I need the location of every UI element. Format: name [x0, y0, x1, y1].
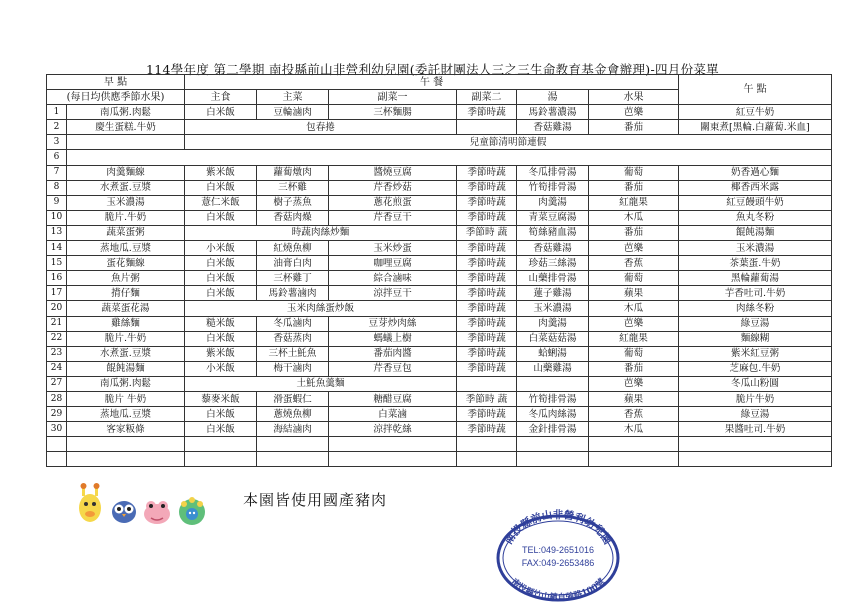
side1-cell: 醬燒豆腐 [329, 165, 457, 180]
snack-cell: 紅豆牛奶 [679, 105, 832, 120]
day-cell: 7 [47, 165, 67, 180]
menu-row [47, 180, 832, 195]
side1-cell: 芹香豆包 [329, 361, 457, 376]
breakfast-cell: 客家粄條 [67, 422, 185, 437]
soup-cell: 冬瓜肉絲湯 [517, 407, 589, 422]
soup-cell: 山藥排骨湯 [517, 271, 589, 286]
side2-cell: 季節時蔬 [457, 256, 517, 271]
stamp-fax: FAX:049-2653486 [521, 558, 595, 568]
side1-cell: 芹香炒菇 [329, 180, 457, 195]
soup-cell: 青菜豆腐湯 [517, 210, 589, 225]
side1-cell: 糖醋豆腐 [329, 391, 457, 406]
snack-cell: 冬瓜山粉圓 [679, 376, 832, 391]
side1-cell: 三杯麵腸 [329, 105, 457, 120]
soup-cell: 珍菇三絲湯 [517, 256, 589, 271]
breakfast-cell: 蒸地瓜.豆漿 [67, 407, 185, 422]
empty-cell [589, 437, 679, 452]
side2-cell: 季節時蔬 [457, 271, 517, 286]
side1-cell: 涼拌乾絲 [329, 422, 457, 437]
day-cell: 13 [47, 225, 67, 240]
snack-cell: 紫米紅豆粥 [679, 346, 832, 361]
side2-cell: 季節時蔬 [457, 301, 517, 316]
seasonal-fruit-note: (每日均供應季節水果) [47, 90, 185, 105]
soup-cell: 玉米濃湯 [517, 301, 589, 316]
breakfast-cell: 水煮蛋.豆漿 [67, 180, 185, 195]
main-cell: 白米飯 [185, 105, 257, 120]
soup-cell: 竹筍排骨湯 [517, 391, 589, 406]
soup-cell: 肉羹湯 [517, 195, 589, 210]
side2-cell: 季節時 蔬 [457, 225, 517, 240]
empty-cell [257, 452, 329, 467]
soup-cell: 金針排骨湯 [517, 422, 589, 437]
snack-cell: 茶葉蛋.牛奶 [679, 256, 832, 271]
main-cell: 紫米飯 [185, 346, 257, 361]
main-cell: 白米飯 [185, 210, 257, 225]
menu-row [47, 316, 832, 331]
soup-cell: 馬鈴薯濃湯 [517, 105, 589, 120]
fruit-cell: 番茄 [589, 120, 679, 135]
main-cell: 白米飯 [185, 407, 257, 422]
day-cell: 17 [47, 286, 67, 301]
side1-cell: 蔥花煎蛋 [329, 195, 457, 210]
snack-cell: 黑輪蘿蔔湯 [679, 271, 832, 286]
side2-cell: 季節時蔬 [457, 346, 517, 361]
day-cell: 29 [47, 407, 67, 422]
empty-cell [47, 452, 67, 467]
snack-cell: 魚丸冬粉 [679, 210, 832, 225]
merged-lunch-cell: 包春捲 [185, 120, 457, 135]
main-dish-cell: 蘿蔔燉肉 [257, 165, 329, 180]
day-cell: 22 [47, 331, 67, 346]
breakfast-cell: 雞絲麵 [67, 316, 185, 331]
main-cell: 薏仁米飯 [185, 195, 257, 210]
snack-cell: 芋香吐司.牛奶 [679, 286, 832, 301]
main-dish-cell: 滑蛋蝦仁 [257, 391, 329, 406]
fruit-cell: 蘋果 [589, 391, 679, 406]
snack-cell: 餛飩湯麵 [679, 225, 832, 240]
main-dish-cell: 馬鈴薯滷肉 [257, 286, 329, 301]
soup-cell: 冬瓜排骨湯 [517, 165, 589, 180]
empty-cell [679, 437, 832, 452]
empty-row [47, 452, 832, 467]
main-cell: 白米飯 [185, 286, 257, 301]
side2-cell [457, 376, 517, 391]
side2-cell: 季節時蔬 [457, 422, 517, 437]
menu-row [47, 256, 832, 271]
side1-cell: 涼拌豆干 [329, 286, 457, 301]
day-cell: 16 [47, 271, 67, 286]
fruit-cell: 芭樂 [589, 241, 679, 256]
main-cell: 小米飯 [185, 361, 257, 376]
soup-cell: 蓮子雞湯 [517, 286, 589, 301]
breakfast-cell: 慶生蛋糕.牛奶 [67, 120, 185, 135]
fruit-cell: 芭樂 [589, 316, 679, 331]
side2-cell: 季節時蔬 [457, 331, 517, 346]
side2-header: 副菜二 [457, 90, 517, 105]
breakfast-cell: 餛飩湯麵 [67, 361, 185, 376]
snack-cell: 玉米濃湯 [679, 241, 832, 256]
day-cell: 14 [47, 241, 67, 256]
main-dish-cell: 三杯雞 [257, 180, 329, 195]
fruit-cell: 葡萄 [589, 346, 679, 361]
main-dish-cell: 香菇肉燥 [257, 210, 329, 225]
side2-cell: 季節時蔬 [457, 105, 517, 120]
main-cell: 小米飯 [185, 241, 257, 256]
fruit-cell: 芭樂 [589, 376, 679, 391]
snack-cell: 綠豆湯 [679, 407, 832, 422]
stamp-name: 南投縣前山非營利幼兒園 [502, 509, 614, 547]
side1-cell: 咖哩豆腐 [329, 256, 457, 271]
empty-cell [457, 452, 517, 467]
soup-cell: 香菇雞湯 [517, 120, 589, 135]
main-cell: 白米飯 [185, 271, 257, 286]
merged-lunch-cell: 土魠魚羹麵 [185, 376, 457, 391]
snack-cell: 芝麻包.牛奶 [679, 361, 832, 376]
breakfast-cell: 蛋花麵線 [67, 256, 185, 271]
day-cell: 20 [47, 301, 67, 316]
animal-decoration [72, 478, 212, 528]
side2-cell: 季節時蔬 [457, 180, 517, 195]
breakfast-cell: 南瓜粥.肉鬆 [67, 376, 185, 391]
menu-row [47, 120, 832, 135]
empty-cell [589, 452, 679, 467]
main-dish-cell: 樹子蒸魚 [257, 195, 329, 210]
main-cell: 白米飯 [185, 422, 257, 437]
holiday-label: 兒童節清明節連假 [185, 135, 832, 150]
menu-row [47, 346, 832, 361]
fruit-cell: 芭樂 [589, 105, 679, 120]
breakfast-cell: 肉羹麵線 [67, 165, 185, 180]
main-header: 主食 [185, 90, 257, 105]
fruit-cell: 葡萄 [589, 271, 679, 286]
soup-cell: 白菜菇菇湯 [517, 331, 589, 346]
day-cell: 1 [47, 105, 67, 120]
side1-cell: 白菜滷 [329, 407, 457, 422]
breakfast-cell: 水煮蛋.豆漿 [67, 346, 185, 361]
snack-cell: 奶香過心麵 [679, 165, 832, 180]
header-row-1 [47, 75, 832, 90]
main-cell: 白米飯 [185, 180, 257, 195]
fruit-cell: 木瓜 [589, 301, 679, 316]
stamp-tel: TEL:049-2651016 [521, 545, 595, 555]
soup-cell: 肉羹湯 [517, 316, 589, 331]
menu-row [47, 271, 832, 286]
fruit-header: 水果 [589, 90, 679, 105]
empty-cell [517, 452, 589, 467]
fruit-cell: 香蕉 [589, 407, 679, 422]
stamp-address: 南投縣竹山鎮自強路100號 [509, 577, 607, 602]
main-cell: 白米飯 [185, 256, 257, 271]
main-cell: 紫米飯 [185, 165, 257, 180]
day-cell: 9 [47, 195, 67, 210]
day-cell: 15 [47, 256, 67, 271]
snack-cell: 麵線糊 [679, 331, 832, 346]
breakfast-cell: 脆片 牛奶 [67, 391, 185, 406]
fruit-cell: 紅龍果 [589, 195, 679, 210]
menu-row [47, 105, 832, 120]
empty-cell [185, 437, 257, 452]
main-dish-cell: 豆輪滷肉 [257, 105, 329, 120]
kindergarten-stamp [494, 508, 622, 602]
empty-cell [47, 437, 67, 452]
day-cell: 2 [47, 120, 67, 135]
main-dish-cell: 梅干滷肉 [257, 361, 329, 376]
side1-cell: 豆芽炒肉絲 [329, 316, 457, 331]
svg-text:南投縣竹山鎮自強路100號 [509, 576, 607, 602]
side1-cell: 綜合滷味 [329, 271, 457, 286]
breakfast-header: 早 點 [47, 75, 185, 90]
menu-row [47, 361, 832, 376]
main-dish-header: 主菜 [257, 90, 329, 105]
day-cell: 24 [47, 361, 67, 376]
menu-row [47, 150, 832, 165]
menu-row [47, 195, 832, 210]
side2-cell: 季節時蔬 [457, 210, 517, 225]
merged-lunch-cell: 時蔬肉絲炒麵 [185, 225, 457, 240]
fruit-cell: 木瓜 [589, 422, 679, 437]
breakfast-cell: 揹仔麵 [67, 286, 185, 301]
giraffe-icon [79, 483, 101, 522]
side2-cell: 季節時蔬 [457, 195, 517, 210]
menu-row [47, 376, 832, 391]
menu-row [47, 407, 832, 422]
main-dish-cell: 紅燒魚柳 [257, 241, 329, 256]
breakfast-cell [67, 135, 185, 150]
main-cell: 藜麥米飯 [185, 391, 257, 406]
empty-cell [67, 452, 185, 467]
fruit-cell: 蘋果 [589, 286, 679, 301]
svg-text:南投縣前山非營利幼兒園 [502, 508, 615, 547]
day-cell: 6 [47, 150, 67, 165]
day-cell: 27 [47, 376, 67, 391]
menu-row [47, 286, 832, 301]
main-dish-cell: 香菇蒸肉 [257, 331, 329, 346]
main-cell: 糙米飯 [185, 316, 257, 331]
empty-cell [457, 437, 517, 452]
breakfast-cell: 南瓜粥.肉鬆 [67, 105, 185, 120]
day-cell: 23 [47, 346, 67, 361]
menu-row [47, 165, 832, 180]
main-dish-cell: 海結滷肉 [257, 422, 329, 437]
merged-lunch-cell: 玉米肉絲蛋炒飯 [185, 301, 457, 316]
menu-title: 114學年度 第二學期 南投縣前山非營利幼兒園(委託財團法人三之三生命教育基金會辦理)-四月份菜單 [146, 62, 719, 77]
fruit-cell: 番茄 [589, 361, 679, 376]
day-cell: 21 [47, 316, 67, 331]
breakfast-cell: 蔬菜蛋花湯 [67, 301, 185, 316]
side2-cell: 季節時蔬 [457, 165, 517, 180]
empty-cell [679, 452, 832, 467]
side1-cell: 番茄肉醬 [329, 346, 457, 361]
snack-cell: 肉絲冬粉 [679, 301, 832, 316]
menu-row [47, 241, 832, 256]
holiday-blank [67, 150, 832, 165]
soup-cell: 香菇雞湯 [517, 241, 589, 256]
menu-row [47, 135, 832, 150]
menu-row [47, 301, 832, 316]
side2-cell [457, 120, 517, 135]
breakfast-cell: 蒸地瓜.豆漿 [67, 241, 185, 256]
snack-cell: 脆片牛奶 [679, 391, 832, 406]
empty-cell [67, 437, 185, 452]
soup-cell: 蛤蜊湯 [517, 346, 589, 361]
side2-cell: 季節時蔬 [457, 286, 517, 301]
snack-header: 午 點 [679, 75, 832, 105]
menu-row [47, 391, 832, 406]
main-dish-cell: 冬瓜滷肉 [257, 316, 329, 331]
soup-cell: 竹筍排骨湯 [517, 180, 589, 195]
empty-cell [329, 437, 457, 452]
lunch-header: 午 餐 [185, 75, 679, 90]
side1-cell: 玉米炒蛋 [329, 241, 457, 256]
snack-cell: 綠豆湯 [679, 316, 832, 331]
empty-row [47, 437, 832, 452]
pork-origin-note: 本園皆使用國產豬肉 [243, 491, 388, 509]
empty-cell [257, 437, 329, 452]
main-dish-cell: 三杯土魠魚 [257, 346, 329, 361]
fruit-cell: 番茄 [589, 225, 679, 240]
fruit-cell: 香蕉 [589, 256, 679, 271]
day-cell: 30 [47, 422, 67, 437]
side1-header: 副菜一 [329, 90, 457, 105]
main-cell: 白米飯 [185, 331, 257, 346]
main-dish-cell: 油膏白肉 [257, 256, 329, 271]
day-cell: 8 [47, 180, 67, 195]
menu-row [47, 331, 832, 346]
breakfast-cell: 脆片.牛奶 [67, 210, 185, 225]
side2-cell: 季節時蔬 [457, 407, 517, 422]
breakfast-cell: 玉米濃湯 [67, 195, 185, 210]
day-cell: 10 [47, 210, 67, 225]
snack-cell: 紅豆饅頭牛奶 [679, 195, 832, 210]
peacock-icon [179, 497, 205, 525]
soup-cell: 山藥雞湯 [517, 361, 589, 376]
empty-cell [517, 437, 589, 452]
frog-icon [144, 501, 170, 524]
soup-cell [517, 376, 589, 391]
main-dish-cell: 蔥燒魚柳 [257, 407, 329, 422]
side2-cell: 季節時蔬 [457, 241, 517, 256]
side2-cell: 季節時蔬 [457, 316, 517, 331]
empty-cell [185, 452, 257, 467]
menu-row [47, 210, 832, 225]
breakfast-cell: 蔬菜蛋粥 [67, 225, 185, 240]
fruit-cell: 番茄 [589, 180, 679, 195]
soup-cell: 筍絲豬血湯 [517, 225, 589, 240]
menu-row [47, 225, 832, 240]
soup-header: 湯 [517, 90, 589, 105]
fruit-cell: 木瓜 [589, 210, 679, 225]
main-dish-cell: 三杯雞丁 [257, 271, 329, 286]
breakfast-cell: 脆片.牛奶 [67, 331, 185, 346]
day-cell: 28 [47, 391, 67, 406]
day-cell: 3 [47, 135, 67, 150]
snack-cell: 果醬吐司.牛奶 [679, 422, 832, 437]
menu-row [47, 422, 832, 437]
fruit-cell: 紅龍果 [589, 331, 679, 346]
side2-cell: 季節時蔬 [457, 361, 517, 376]
fruit-cell: 葡萄 [589, 165, 679, 180]
snack-cell: 關東煮[黑輪.白蘿蔔.米血] [679, 120, 832, 135]
monthly-menu-table [46, 74, 832, 467]
empty-cell [329, 452, 457, 467]
side1-cell: 芹香豆干 [329, 210, 457, 225]
snack-cell: 椰香西米露 [679, 180, 832, 195]
side2-cell: 季節時 蔬 [457, 391, 517, 406]
breakfast-cell: 魚片粥 [67, 271, 185, 286]
side1-cell: 螞蟻上樹 [329, 331, 457, 346]
owl-icon [112, 501, 136, 523]
